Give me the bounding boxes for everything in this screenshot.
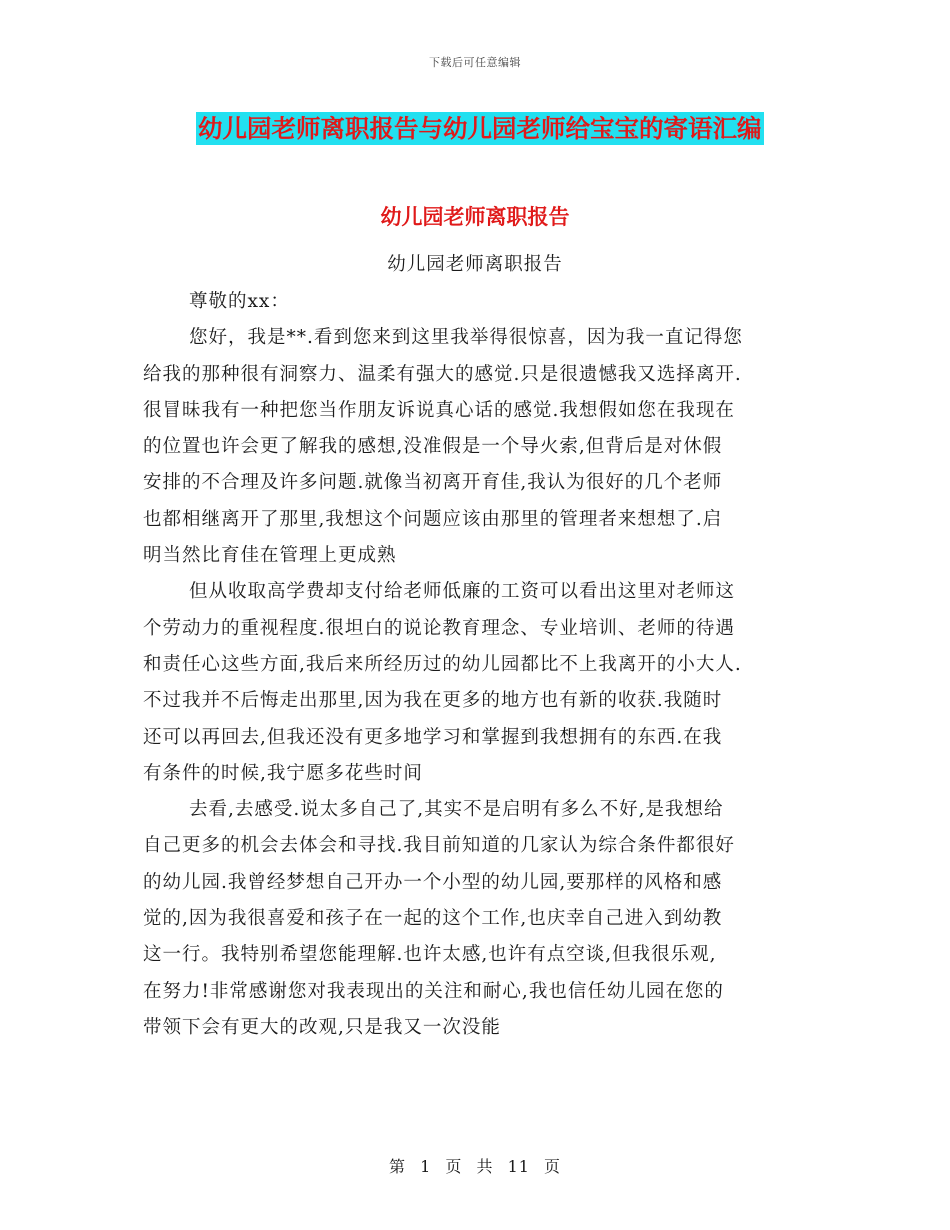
footer-page-number: 1 xyxy=(420,1157,432,1176)
paragraph-line: 有条件的时候,我宁愿多花些时间 xyxy=(143,762,423,784)
header-note: 下载后可任意编辑 xyxy=(429,56,521,69)
paragraph-line: 安排的不合理及许多问题.就像当初离开育佳,我认为很好的几个老师 xyxy=(143,472,723,494)
paragraph-line: 也都相继离开了那里,我想这个问题应该由那里的管理者来想想了.启 xyxy=(143,508,723,530)
paragraph-line: 还可以再回去,但我还没有更多地学习和掌握到我想拥有的东西.在我 xyxy=(143,726,723,748)
paragraph-line: 明当然比育佳在管理上更成熟 xyxy=(143,545,397,567)
section-title: 幼儿园老师离职报告 xyxy=(380,205,570,229)
paragraph-line: 个劳动力的重视程度.很坦白的说论教育理念、专业培训、老师的待遇 xyxy=(143,617,735,639)
footer-page-suffix: 页 xyxy=(544,1157,562,1176)
paragraph-line: 的幼儿园.我曾经梦想自己开办一个小型的幼儿园,要那样的风格和感 xyxy=(143,871,723,893)
document-title: 幼儿园老师离职报告与幼儿园老师给宝宝的寄语汇编 xyxy=(198,114,762,143)
paragraph-line: 很冒昧我有一种把您当作朋友诉说真心话的感觉.我想假如您在我现在 xyxy=(143,399,735,421)
paragraph-line: 给我的那种很有洞察力、温柔有强大的感觉.只是很遗憾我又选择离开. xyxy=(143,363,742,385)
paragraph-line: 觉的,因为我很喜爱和孩子在一起的这个工作,也庆幸自己进入到幼教 xyxy=(143,908,723,930)
footer-page-prefix: 第 xyxy=(388,1157,406,1176)
paragraph-line: 您好，我是**.看到您来到这里我举得很惊喜，因为我一直记得您 xyxy=(189,327,743,349)
sub-title: 幼儿园老师离职报告 xyxy=(387,254,563,275)
footer-total-pages: 11 xyxy=(507,1157,530,1176)
paragraph-line: 自己更多的机会去体会和寻找.我目前知道的几家认为综合条件都很好 xyxy=(143,835,735,857)
paragraph-line: 和责任心这些方面,我后来所经历过的幼儿园都比不上我离开的小大人. xyxy=(143,653,742,675)
page-footer xyxy=(0,1154,950,1177)
salutation: 尊敬的xx： xyxy=(189,291,290,312)
letter-body xyxy=(143,284,811,1046)
paragraph-line: 的位置也许会更了解我的感想,没准假是一个导火索,但背后是对休假 xyxy=(143,436,723,458)
paragraph-line: 带领下会有更大的改观,只是我又一次没能 xyxy=(143,1016,501,1038)
footer-page-mid: 页 xyxy=(445,1157,463,1176)
document-title-wrap xyxy=(196,112,806,145)
paragraph-line: 去看,去感受.说太多自己了,其实不是启明有多么不好,是我想给 xyxy=(189,799,724,821)
footer-total-label: 共 xyxy=(476,1157,494,1176)
paragraph-line: 在努力!非常感谢您对我表现出的关注和耐心,我也信任幼儿园在您的 xyxy=(143,980,724,1002)
paragraph-line: 这一行。我特别希望您能理解.也许太感,也许有点空谈,但我很乐观, xyxy=(143,944,717,966)
paragraph-line: 不过我并不后悔走出那里,因为我在更多的地方也有新的收获.我随时 xyxy=(143,690,723,712)
paragraph-line: 但从收取高学费却支付给老师低廉的工资可以看出这里对老师这 xyxy=(189,581,736,603)
